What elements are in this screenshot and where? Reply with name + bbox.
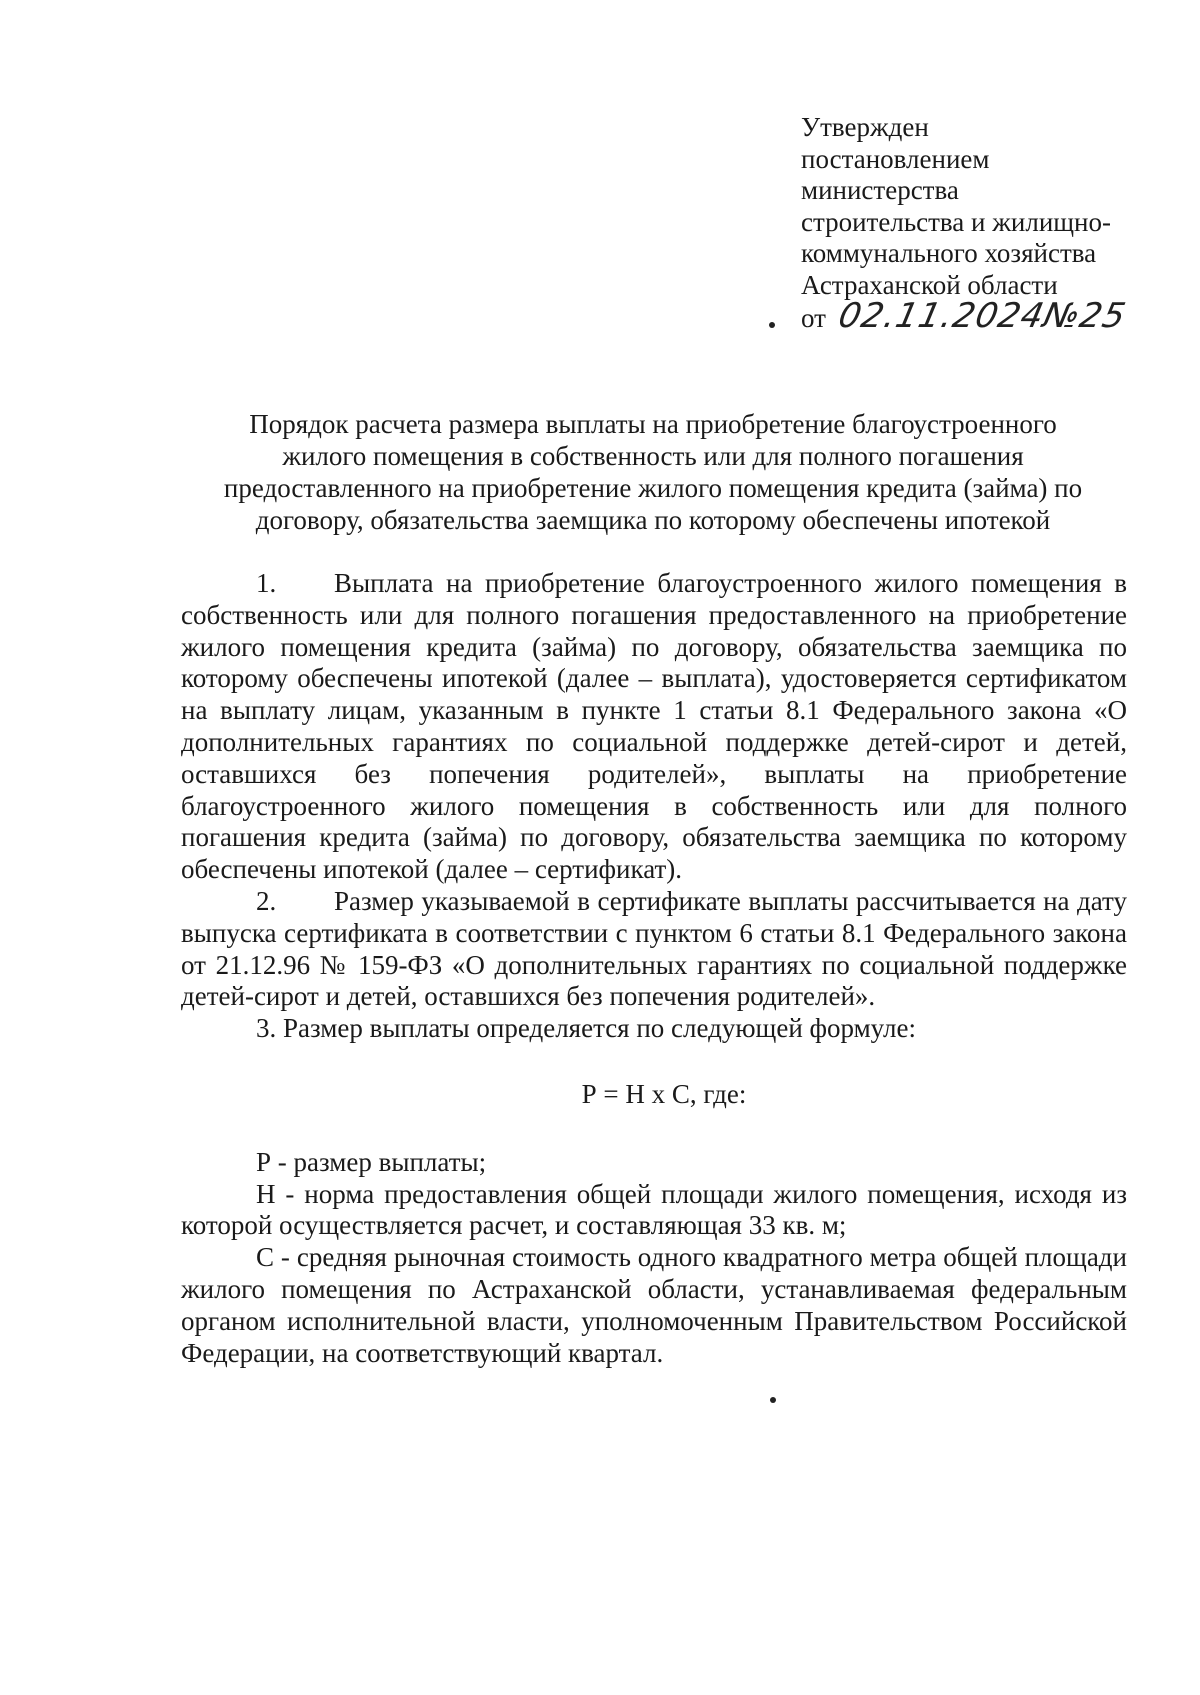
- section-2-number: 2.: [256, 885, 277, 916]
- definition-p: Р - размер выплаты;: [256, 1146, 487, 1177]
- title-line: предоставленного на приобретение жилого помещения кредита (займа) по: [223, 473, 1083, 503]
- section-1-number: 1.: [256, 568, 277, 598]
- section-3-paragraph: 3. Размер выплаты определяется по следующей формуле:: [256, 1013, 916, 1044]
- approval-line: Утвержден: [801, 112, 929, 142]
- approval-line: Астраханской области: [801, 269, 1058, 300]
- section-2-text: Размер указываемой в сертификате выплаты рассчитывается на дату выпуска сертификата в соответствии с пунктом 6 статьи 8.1 Федерального закона от 21.12.96 № 159-ФЗ «О дополнительных гарантиях по социальной поддержке детей-сирот и детей, оставшихся без попечения родителей».: [181, 885, 1127, 1012]
- section-1-text: Выплата на приобретение благоустроенного жилого помещения в собственность или для полного погашения предоставленного на приобретение жилого помещения кредита (займа) по договору, обязательства заемщика по которому обеспечены ипотекой (далее – выплата), удостоверяется сертификатом на выплату лицам, указанным в пункте 1 статьи 8.1 Федерального закона «О дополнительных гарантиях по социальной поддержке детей-сирот и детей, оставшихся без попечения родителей», выплаты на приобретение благоустроенного жилого помещения в собственность или для полного погашения кредита (займа) по договору, обязательства заемщика по которому обеспечены ипотекой (далее – сертификат).: [181, 568, 1127, 885]
- title-line: Порядок расчета размера выплаты на приобретение благоустроенного: [249, 409, 1057, 439]
- approval-line: коммунального хозяйства: [801, 238, 1097, 268]
- handwritten-date-number: 02.11.2024№25: [834, 296, 1130, 336]
- definition-c: С - средняя рыночная стоимость одного квадратного метра общей площади жилого помещения по Астраханской области, устанавливаемая федеральным органом исполнительной власти, уполномоченным Правительством Российской Федерации, на соответствующий квартал.: [181, 1242, 1127, 1368]
- document-title: [188, 408, 1118, 536]
- scan-dot-mark: [769, 322, 775, 328]
- formula: Р = Н х С, где:: [581, 1078, 747, 1109]
- approval-block: [801, 112, 1161, 335]
- approval-line: министерства: [801, 175, 959, 205]
- date-prefix: от: [801, 303, 826, 333]
- section-1-paragraph: [181, 568, 1127, 886]
- title-line: жилого помещения в собственность или для полного погашения: [282, 441, 1024, 471]
- approval-line: постановлением: [801, 143, 990, 174]
- section-2-paragraph: [181, 886, 1127, 1013]
- approval-date-line: [801, 296, 1161, 336]
- title-line: договору, обязательства заемщика по которому обеспечены ипотекой: [255, 505, 1051, 535]
- document-body: [181, 568, 1127, 1369]
- scan-dot-mark: [770, 1397, 776, 1403]
- definition-h: Н - норма предоставления общей площади жилого помещения, исходя из которой осуществляется расчет, и составляющая 33 кв. м;: [181, 1178, 1127, 1241]
- approval-line: строительства и жилищно-: [801, 206, 1111, 237]
